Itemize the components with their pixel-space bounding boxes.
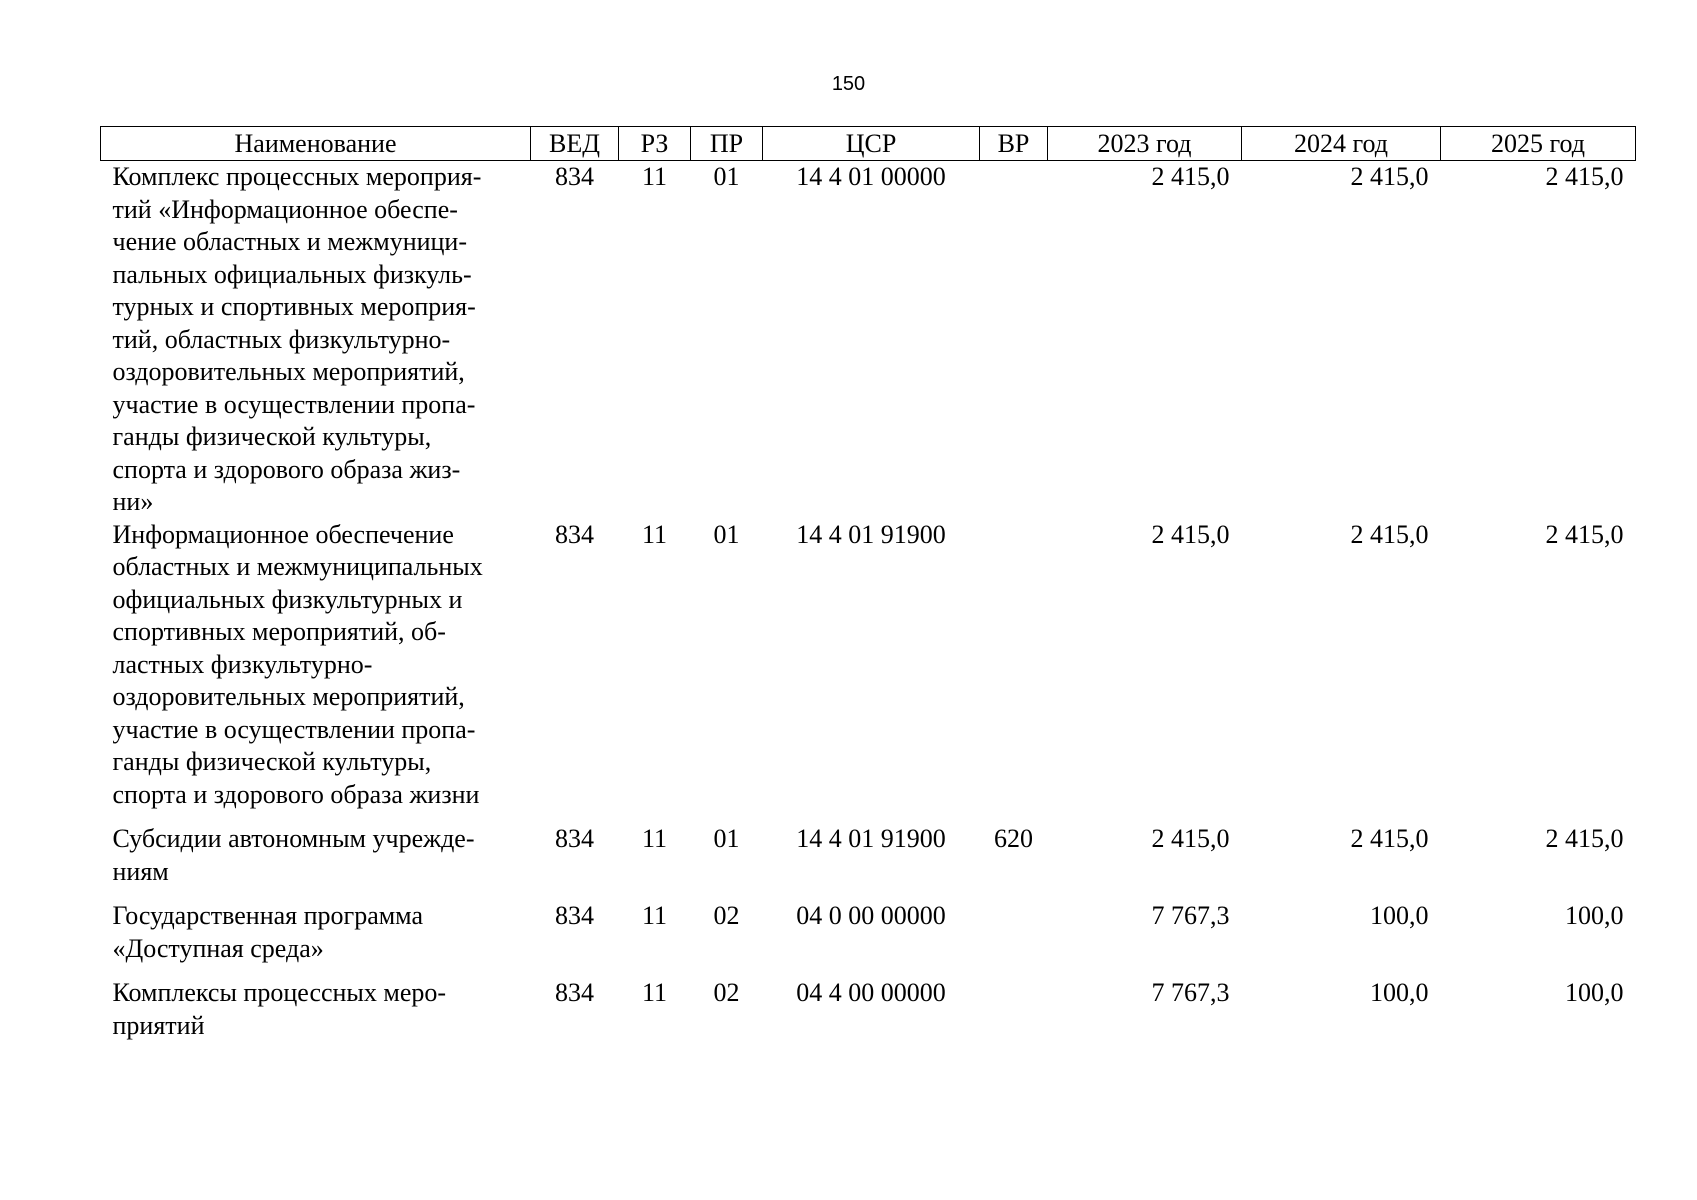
cell-2025: 2 415,0 <box>1545 824 1624 853</box>
cell-csr: 04 4 00 00000 <box>796 978 946 1007</box>
cell-vr <box>980 900 1048 977</box>
cell-2023: 7 767,3 <box>1151 978 1230 1007</box>
cell-ved: 834 <box>555 162 594 191</box>
budget-table <box>100 126 1636 1054</box>
header-pr: ПР <box>691 127 763 161</box>
cell-2025: 100,0 <box>1565 901 1624 930</box>
cell-ved: 834 <box>555 824 594 853</box>
cell-2025: 100,0 <box>1565 978 1624 1007</box>
cell-vr: 620 <box>994 824 1033 853</box>
table-row <box>101 161 1636 519</box>
cell-pr: 02 <box>713 978 740 1007</box>
table-row <box>101 977 1636 1054</box>
cell-vr <box>980 161 1048 519</box>
name-line: оздоровительных мероприятий, <box>112 682 465 711</box>
table-row <box>101 900 1636 977</box>
cell-2023: 2 415,0 <box>1151 162 1230 191</box>
cell-2023: 2 415,0 <box>1151 519 1230 549</box>
cell-rz: 11 <box>641 824 668 853</box>
cell-ved: 834 <box>555 901 594 930</box>
cell-2024: 2 415,0 <box>1350 824 1429 853</box>
name-line: ниям <box>112 856 169 886</box>
table-row <box>101 519 1636 824</box>
cell-ved: 834 <box>555 978 594 1007</box>
header-csr: ЦСР <box>763 127 980 161</box>
cell-pr: 02 <box>713 901 740 930</box>
name-line: чение областных и межмуници- <box>112 227 468 256</box>
cell-2023: 2 415,0 <box>1151 824 1230 853</box>
cell-name <box>101 161 531 519</box>
cell-2024: 2 415,0 <box>1350 162 1429 191</box>
header-name: Наименование <box>101 127 531 161</box>
cell-2024: 100,0 <box>1370 978 1429 1007</box>
name-line: тий «Информационное обеспе- <box>112 194 458 224</box>
cell-name <box>101 977 531 1054</box>
name-line: официальных физкультурных и <box>112 584 463 614</box>
cell-2023: 7 767,3 <box>1151 901 1230 930</box>
header-2023: 2023 год <box>1048 127 1242 161</box>
cell-csr: 14 4 01 00000 <box>796 162 946 191</box>
name-line: оздоровительных мероприятий, <box>112 357 465 386</box>
name-line: пальных официальных физкуль- <box>112 259 472 289</box>
cell-csr: 04 0 00 00000 <box>796 901 946 930</box>
name-line: Государственная программа <box>112 901 424 930</box>
name-line: приятий <box>112 1010 205 1040</box>
table-row <box>101 823 1636 900</box>
cell-name <box>101 900 531 977</box>
cell-rz: 11 <box>641 978 668 1007</box>
name-line: тий, областных физкультурно- <box>112 324 451 354</box>
cell-2024: 2 415,0 <box>1350 519 1429 549</box>
name-line: ганды физической культуры, <box>112 747 432 776</box>
name-line: ластных физкультурно- <box>112 649 373 679</box>
cell-csr: 14 4 01 91900 <box>796 824 946 853</box>
cell-ved: 834 <box>555 519 594 549</box>
name-line: спорта и здорового образа жизни <box>112 779 480 809</box>
cell-pr: 01 <box>713 824 740 853</box>
cell-rz: 11 <box>641 519 668 549</box>
header-ved: ВЕД <box>531 127 619 161</box>
name-line: ганды физической культуры, <box>112 422 432 451</box>
cell-rz: 11 <box>641 162 668 191</box>
name-line: ни» <box>112 487 154 516</box>
name-line: Информационное обеспечение <box>112 519 454 549</box>
name-line: Комплексы процессных меро- <box>112 978 447 1007</box>
cell-rz: 11 <box>641 901 668 930</box>
name-line: областных и межмуниципальных <box>112 552 483 581</box>
name-line: Субсидии автономным учрежде- <box>112 824 475 853</box>
name-line: спортивных мероприятий, об- <box>112 617 446 646</box>
cell-name <box>101 519 531 824</box>
name-line: Комплекс процессных мероприя- <box>112 162 482 191</box>
cell-pr: 01 <box>713 519 740 549</box>
table-header-row <box>101 127 1636 161</box>
cell-2024: 100,0 <box>1370 901 1429 930</box>
header-vr: ВР <box>980 127 1048 161</box>
cell-2025: 2 415,0 <box>1545 162 1624 191</box>
cell-vr <box>980 519 1048 824</box>
cell-pr: 01 <box>713 162 740 191</box>
cell-vr <box>980 977 1048 1054</box>
name-line: спорта и здорового образа жиз- <box>112 454 461 484</box>
cell-name <box>101 823 531 900</box>
header-2025: 2025 год <box>1441 127 1636 161</box>
cell-2025: 2 415,0 <box>1545 519 1624 549</box>
header-rz: РЗ <box>619 127 691 161</box>
header-2024: 2024 год <box>1242 127 1441 161</box>
cell-csr: 14 4 01 91900 <box>796 519 946 549</box>
name-line: участие в осуществлении пропа- <box>112 389 476 419</box>
name-line: «Доступная среда» <box>112 933 324 963</box>
name-line: турных и спортивных мероприя- <box>112 292 476 321</box>
page-number: 150 <box>831 73 866 95</box>
table-body <box>101 161 1636 1055</box>
name-line: участие в осуществлении пропа- <box>112 714 476 744</box>
